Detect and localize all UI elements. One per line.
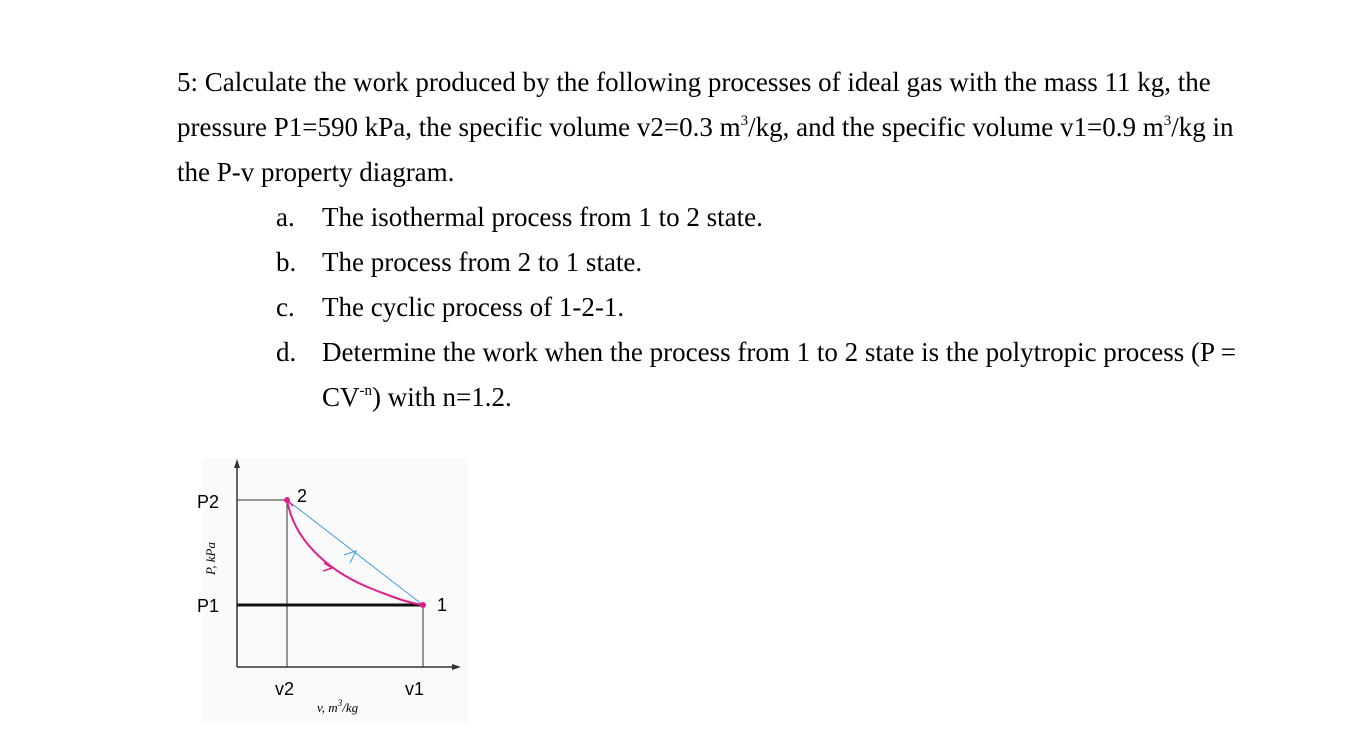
list-item-c	[276, 285, 1236, 330]
pv-diagram	[195, 455, 475, 725]
y-tick-p2: P2	[197, 492, 220, 512]
list-marker: b.	[276, 247, 297, 277]
state-2-label: 2	[297, 486, 308, 506]
y-tick-p1: P1	[197, 596, 220, 616]
list-item-text: The cyclic process of 1-2-1.	[322, 292, 625, 322]
problem-statement	[177, 60, 1267, 195]
list-marker: a.	[276, 202, 295, 232]
state-1-label: 1	[437, 595, 448, 615]
x-tick-v2: v2	[275, 679, 295, 699]
list-item-d	[276, 330, 1236, 420]
list-marker: c.	[276, 292, 295, 322]
list-marker: d.	[276, 337, 297, 367]
list-item-text: Determine the work when the process from 1 to 2 state is the polytropic process $(P = CV^{-n})$ with n=1.2.	[322, 337, 1237, 412]
diagram-background	[203, 458, 468, 723]
pv-diagram-svg	[195, 455, 475, 725]
list-item-text: The isothermal process from 1 to 2 state.	[322, 202, 763, 232]
problem-intro: 5: Calculate the work produced by the following processes of ideal gas with the mass 11 kg, the pressure P1=590 kPa, the specific volume v2=0.3 $m^3/kg$, and the specific volume v1=0.9 $m^3/kg$ in the P-v property diagram.	[177, 67, 1234, 187]
y-axis-label: P, kPa	[203, 542, 218, 575]
state-2-point	[284, 497, 290, 503]
list-item-a	[276, 195, 1236, 240]
x-tick-v1: v1	[405, 679, 425, 699]
sub-question-list	[276, 195, 1236, 420]
list-item-b	[276, 240, 1236, 285]
list-item-text: The process from 2 to 1 state.	[322, 247, 643, 277]
x-axis-label: v, $m^3/kg$	[317, 698, 359, 715]
state-1-point	[420, 602, 426, 608]
